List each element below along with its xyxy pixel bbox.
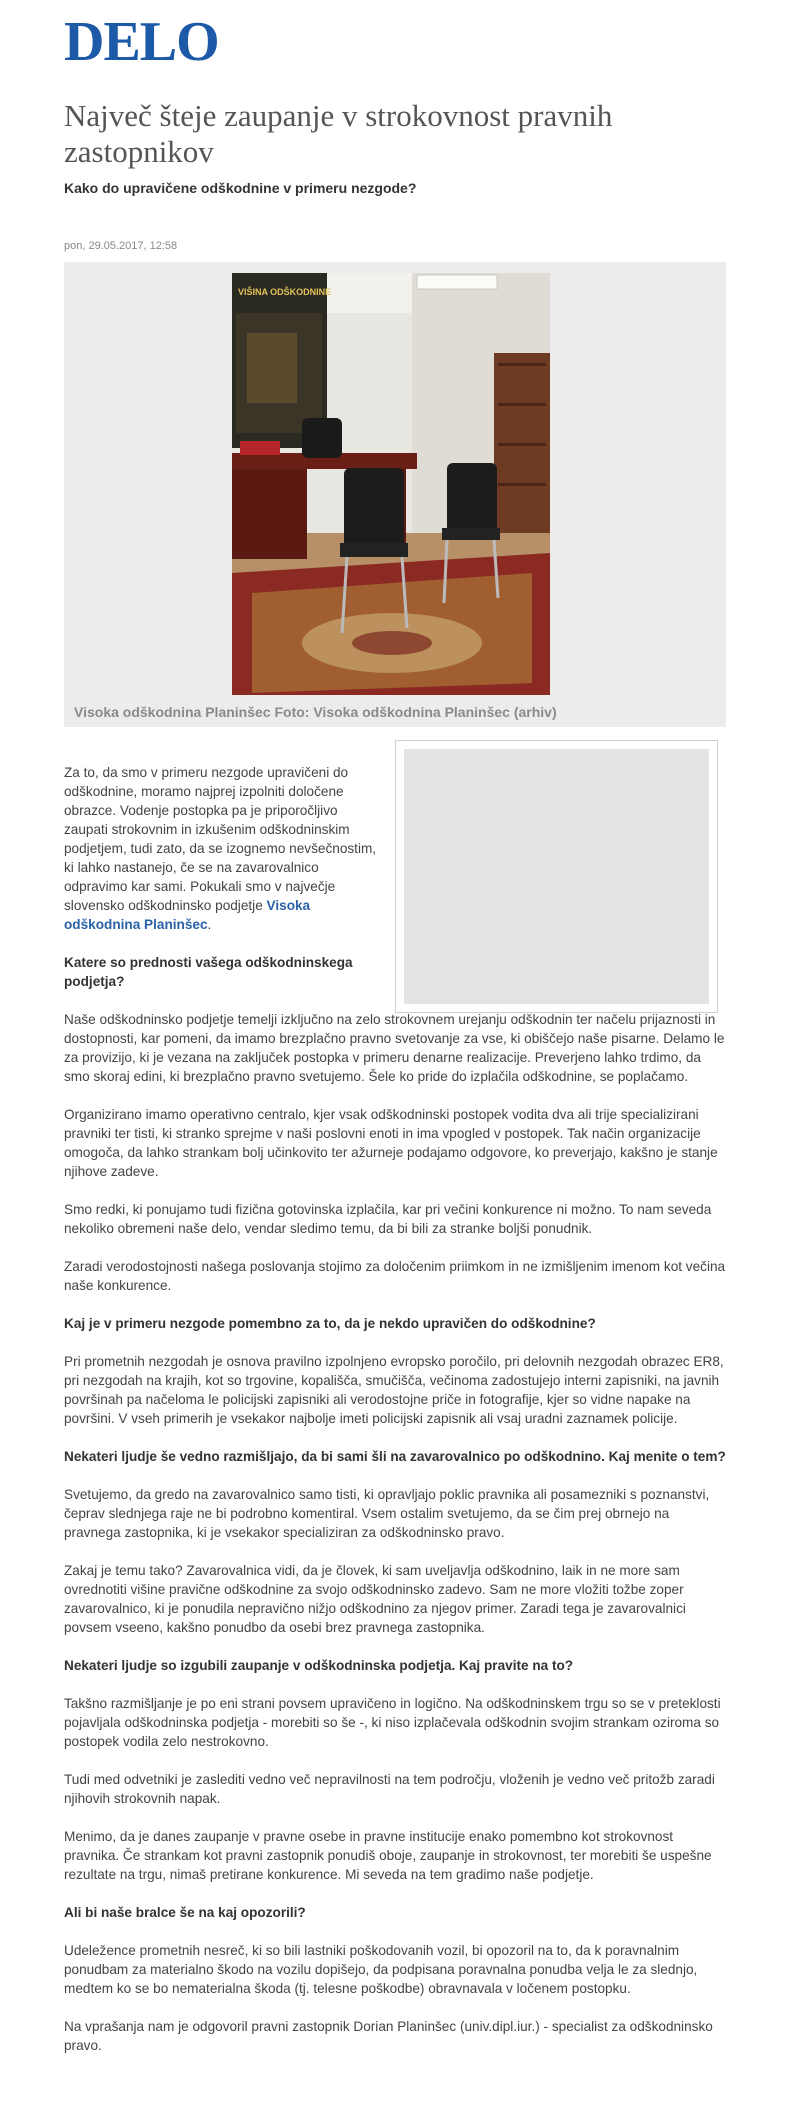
office-photo-illustration — [232, 273, 550, 695]
paragraph — [64, 1010, 726, 1086]
paragraph: Udeležence prometnih nesreč, ki so bili lastniki poškodovanih vozil, bi opozoril na to, da k poravnalnim ponudbam za materialno škodo na vozilu dopišejo, da podpisana poravnalna ponudba velja le za slednjo, medtem ko se bo nematerialna škoda (tj. telesne poškodbe) obravnavala v ločenem postopku. — [64, 1943, 698, 1996]
poster-heading: VIŠINA ODŠKODNINE — [238, 287, 332, 297]
paragraph: Zakaj je temu tako? Zavarovalnica vidi, da je človek, ki sam uveljavlja odškodnino, laik in ne more sam ovrednotiti višine pravične odškodnine za svojo odškodninsko zadevo. Sam ne more vložiti tožbe zoper zavarovalnico, ki je ponudila nepravično nižjo odškodnino za njegov primer. Zaradi tega je zavarovalnici povsem vseeno, kakšno ponudbo da osebi brez pravnega zastopnika. — [64, 1563, 686, 1635]
paragraph: Pri prometnih nezgodah je osnova pravilno izpolnjeno evropsko poročilo, pri delovnih nezgodah obrazec ER8, pri nezgodah na krajih, kot so trgovine, kopališča, smučišča, večinoma zadostujejo interni zapisniki, na javnih površinah pa načeloma le policijski zapisniki ali verodostojne priče in fotografije, kjer so vidne napake na površini. V vseh primerih je vsekakor najbolje imeti policijski zapisnik ali vsaj uradni zaznamek policije. — [64, 1354, 724, 1426]
paragraph: Takšno razmišljanje je po eni strani povsem upravičeno in logično. Na odškodninskem trgu so se v preteklosti pojavljala odškodninska podjetja - morebiti so še -, ki niso izplačevala odškodnin svojim strankam oziroma so postopek vodila zelo nestrokovno. — [64, 1696, 721, 1749]
photo-caption: Visoka odškodnina Planinšec Foto: Visoka odškodnina Planinšec (arhiv) — [74, 704, 557, 720]
paragraph: Svetujemo, da gredo na zavarovalnico samo tisti, ki opravljajo poklic pravnika ali posamezniki s poznanstvi, čeprav slednjega raje ne bi podrobno komentiral. Vsem ostalim svetujemo, da se čim prej obrnejo na pravnega zastopnika, ki je vsekakor specializiran za odškodninsko pravo. — [64, 1487, 710, 1540]
paragraph: Smo redki, ki ponujamo tudi fizična gotovinska izplačila, kar pri večini konkurence ni možno. To nam seveda nekoliko obremeni naše delo, vendar sledimo temu, da bi bili za stranke boljši ponudnik. — [64, 1202, 712, 1236]
question-heading: Kaj je v primeru nezgode pomembno za to, da je nekdo upravičen do odškodnine? — [64, 1316, 596, 1331]
question-heading: Nekateri ljudje še vedno razmišljajo, da bi sami šli na zavarovalnico po odškodnino. Kaj menite o tem? — [64, 1449, 726, 1464]
company-link[interactable]: Visoka odškodnina Planinšec — [64, 898, 311, 932]
intro-text-end: . — [207, 917, 212, 932]
office-photo — [232, 273, 550, 695]
question-heading: Ali bi naše bralce še na kaj opozorili? — [64, 1905, 306, 1920]
article-title: Največ šteje zaupanje v strokovnost pravnih zastopnikov — [64, 98, 613, 169]
question-heading: Katere so prednosti vašega odškodninskega podjetja? — [64, 955, 353, 989]
article-figure — [64, 262, 726, 727]
question-heading: Nekateri ljudje so izgubili zaupanje v odškodninska podjetja. Kaj pravite na to? — [64, 1658, 574, 1673]
paragraph: Tudi med odvetniki je zaslediti vedno več nepravilnosti na tem področju, vloženih je vedno več pritožb zaradi njihovih strokovnih napak. — [64, 1772, 715, 1806]
paragraph-text: Naše odškodninsko podjetje temelji izključno na zelo strokovnem urejanju odškodnin ter načelu prijaznosti in dostopnosti, kar pomeni, da imamo brezplačno pravno svetovanje za vse, ki obiščejo naše pisarne. Delamo le za provizijo, ki je vezana na zaključek postopka v primeru denarne realizacije. Preverjeno lahko trdimo, da smo skoraj edini, ki brezplačno pravno svetujemo. Šele ko pride do izplačila odškodnine, se poplačamo. — [64, 1012, 725, 1084]
intro-paragraph — [64, 763, 384, 934]
site-logo[interactable]: DELO — [64, 11, 219, 73]
article-subtitle: Kako do upravičene odškodnine v primeru nezgode? — [64, 180, 417, 196]
paragraph: Organizirano imamo operativno centralo, kjer vsak odškodninski postopek vodita dva ali trije specializirani pravniki ter tisti, ki stranko sprejme v naši poslovni enoti in ima vpogled v postopek. Tak način organizacije omogoča, da lahko strankam bolj učinkovito ter ažurneje podajamo odgovore, ko preverjajo, kakšno je stanje njihove zadeve. — [64, 1107, 718, 1179]
paragraph: Menimo, da je danes zaupanje v pravne osebe in pravne institucije enako pomembno kot strokovnost pravnika. Če strankam kot pravni zastopnik ponudiš oboje, zaupanje in strokovnost, ter morebiti še uspešne rezultate na trgu, nimaš pretirane konkurence. Mi seveda na tem gradimo naše podjetje. — [64, 1829, 712, 1882]
paragraph: Na vprašanja nam je odgovoril pravni zastopnik Dorian Planinšec (univ.dipl.iur.) - specialist za odškodninsko pravo. — [64, 2019, 713, 2053]
article-body — [64, 763, 726, 2074]
article-date: pon, 29.05.2017, 12:58 — [64, 240, 178, 252]
intro-text: Za to, da smo v primeru nezgode upravičeni do odškodnine, moramo najprej izpolniti določene obrazce. Vodenje postopka pa je priporočljivo zaupati strokovnim in izkušenim odškodninskim podjetjem, tudi zato, da se izognemo nevšečnostim, ki lahko nastanejo, če se na zavarovalnico odpravimo kar sami. Pokukali smo v največje slovensko odškodninsko podjetje — [64, 765, 377, 913]
paragraph: Zaradi verodostojnosti našega poslovanja stojimo za določenim priimkom in ne izmišljenim imenom kot večina naše konkurence. — [64, 1259, 726, 1293]
